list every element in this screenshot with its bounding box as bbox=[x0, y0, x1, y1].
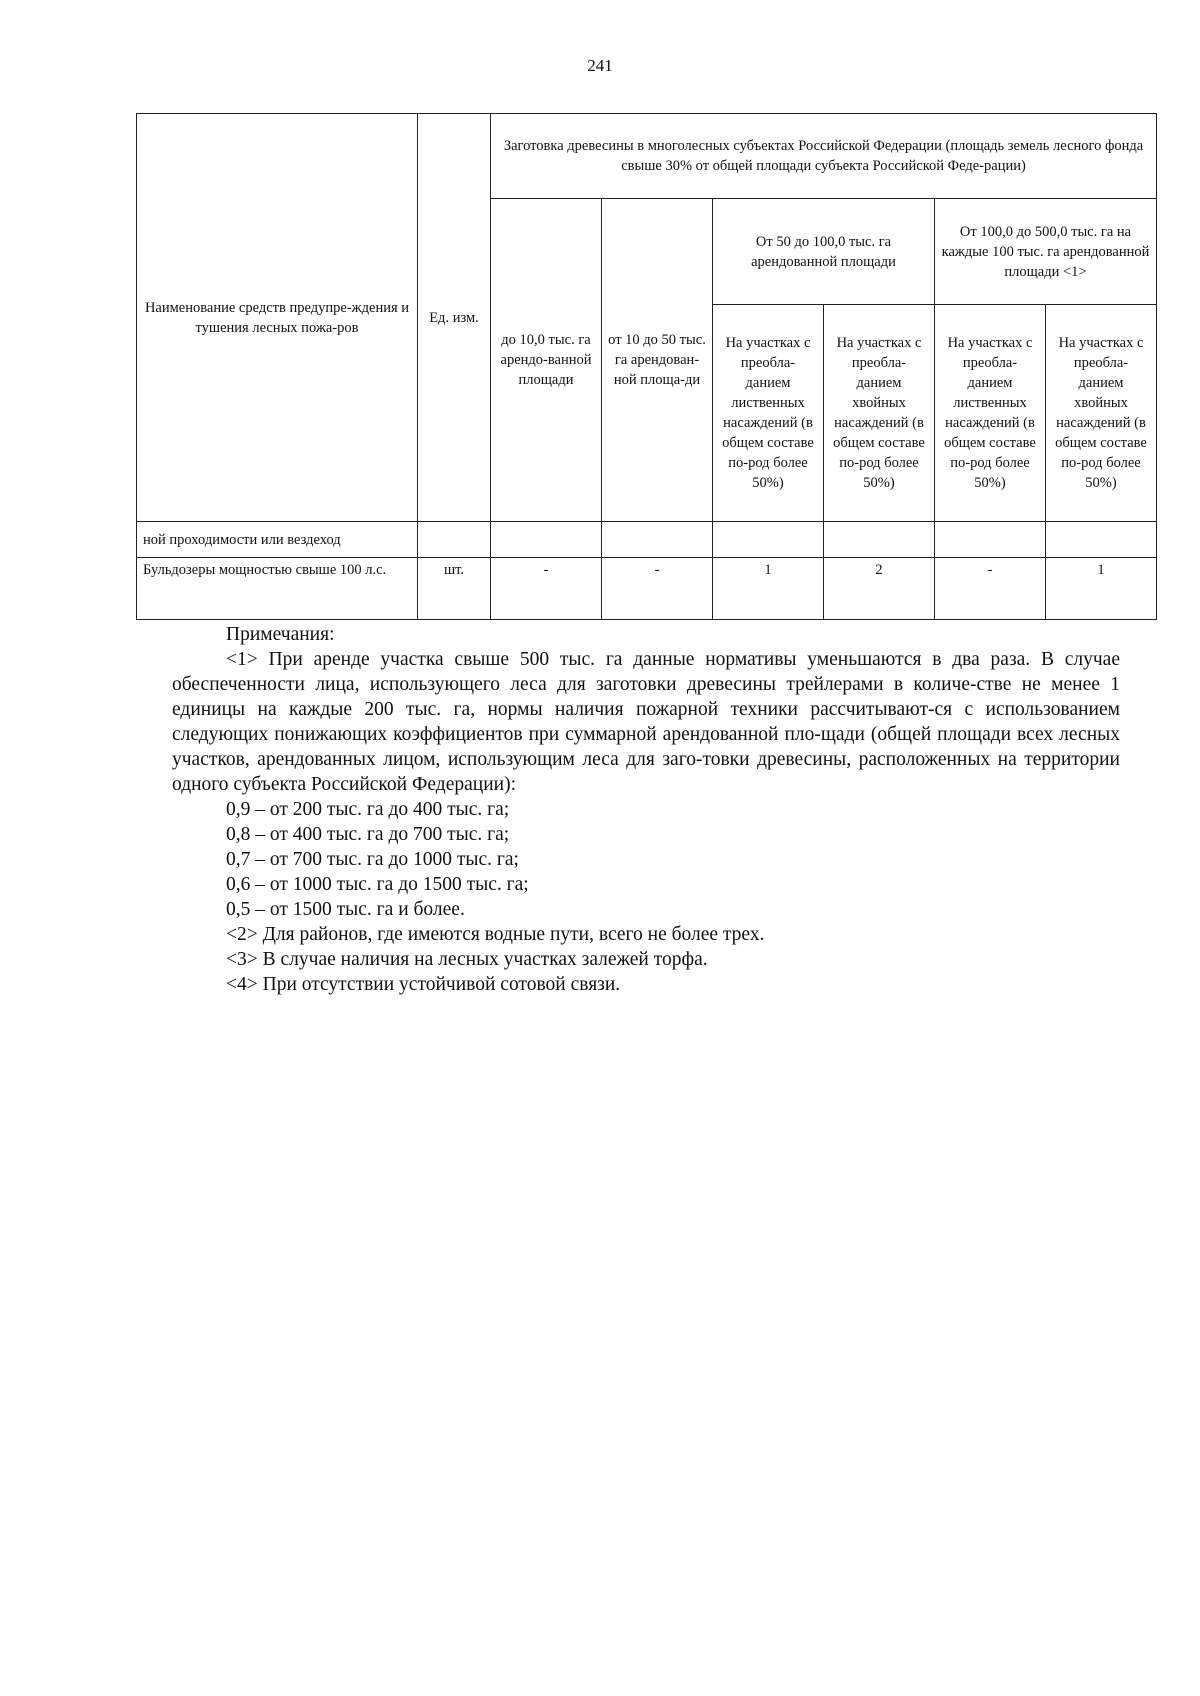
row-cell bbox=[713, 522, 824, 558]
norms-table bbox=[136, 113, 1157, 620]
row-cell bbox=[418, 522, 491, 558]
note-1: <1> При аренде участка свыше 500 тыс. га данные нормативы уменьшаются в два раза. В случае обеспеченности лица, использующего леса для заготовки древесины трейлерами в количе-стве не менее 1 единицы на каждые 200 тыс. га, нормы наличия пожарной техники рассчитывают-ся с использованием следующих понижающих коэффициентов при суммарной арендованной пло-щади (общей площади всех лесных участков, арендованных лицом, использующим леса для заго-товки древесины, расположенных на территории одного субъекта Российской Федерации): bbox=[172, 649, 1120, 795]
row-cell: - bbox=[935, 558, 1046, 620]
row-name: ной проходимости или вездеход bbox=[137, 522, 418, 558]
header-50-to-100: От 50 до 100,0 тыс. га арендованной площади bbox=[713, 199, 935, 305]
header-deciduous-100-500: На участках с преобла-данием лиственных насаждений (в общем составе по-род более 50%) bbox=[935, 305, 1046, 522]
note-2: <2> Для районов, где имеются водные пути, всего не более трех. bbox=[226, 924, 765, 945]
coefficient-item: 0,5 – от 1500 тыс. га и более. bbox=[226, 899, 465, 920]
row-cell: - bbox=[491, 558, 602, 620]
header-deciduous-50-100: На участках с преобла-данием лиственных насаждений (в общем составе по-род более 50%) bbox=[713, 305, 824, 522]
coefficient-item: 0,9 – от 200 тыс. га до 400 тыс. га; bbox=[226, 799, 510, 820]
coefficient-item: 0,7 – от 700 тыс. га до 1000 тыс. га; bbox=[226, 849, 519, 870]
row-cell bbox=[1046, 522, 1157, 558]
row-cell: шт. bbox=[418, 558, 491, 620]
coefficient-item: 0,6 – от 1000 тыс. га до 1500 тыс. га; bbox=[226, 874, 529, 895]
row-cell bbox=[602, 522, 713, 558]
header-10-to-50: от 10 до 50 тыс. га арендован-ной площа-ди bbox=[602, 199, 713, 522]
coefficient-item: 0,8 – от 400 тыс. га до 700 тыс. га; bbox=[226, 824, 510, 845]
table-row bbox=[137, 522, 1157, 558]
header-coniferous-100-500: На участках с преобла-данием хвойных насаждений (в общем составе по-род более 50%) bbox=[1046, 305, 1157, 522]
row-cell: 2 bbox=[824, 558, 935, 620]
row-cell bbox=[824, 522, 935, 558]
row-cell bbox=[491, 522, 602, 558]
header-100-to-500: От 100,0 до 500,0 тыс. га на каждые 100 тыс. га арендованной площади <1> bbox=[935, 199, 1157, 305]
header-unit: Ед. изм. bbox=[418, 114, 491, 522]
page-number: 241 bbox=[587, 56, 613, 75]
header-coniferous-50-100: На участках с преобла-данием хвойных насаждений (в общем составе по-род более 50%) bbox=[824, 305, 935, 522]
table-row bbox=[137, 558, 1157, 620]
header-up-to-10: до 10,0 тыс. га арендо-ванной площади bbox=[491, 199, 602, 522]
notes-heading: Примечания: bbox=[226, 624, 335, 645]
note-4: <4> При отсутствии устойчивой сотовой связи. bbox=[226, 974, 621, 995]
header-group: Заготовка древесины в многолесных субъектах Российской Федерации (площадь земель лесного фонда свыше 30% от общей площади субъекта Российской Феде-рации) bbox=[491, 114, 1157, 199]
row-cell: 1 bbox=[1046, 558, 1157, 620]
header-means-name: Наименование средств предупре-ждения и тушения лесных пожа-ров bbox=[137, 114, 418, 522]
note-3: <3> В случае наличия на лесных участках залежей торфа. bbox=[226, 949, 708, 970]
row-cell bbox=[935, 522, 1046, 558]
notes-section bbox=[172, 622, 1120, 997]
row-cell: 1 bbox=[713, 558, 824, 620]
row-name: Бульдозеры мощностью свыше 100 л.с. bbox=[137, 558, 418, 620]
row-cell: - bbox=[602, 558, 713, 620]
